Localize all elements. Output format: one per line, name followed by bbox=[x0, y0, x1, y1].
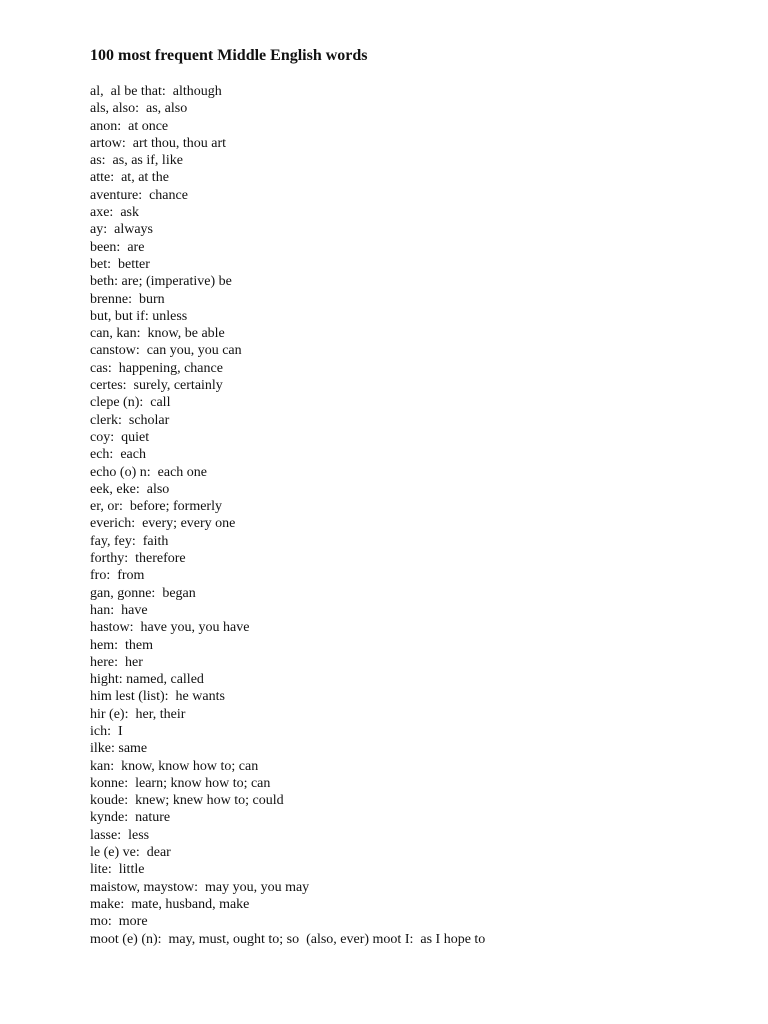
word-entry: beth: are; (imperative) be bbox=[90, 274, 232, 290]
word-entry: kan: know, know how to; can bbox=[90, 758, 259, 774]
word-entry: axe: ask bbox=[90, 205, 139, 221]
word-entry: echo (o) n: each one bbox=[90, 464, 207, 480]
word-entry: eek, eke: also bbox=[90, 481, 170, 497]
word-entry: ech: each bbox=[90, 447, 146, 463]
word-entry: make: mate, husband, make bbox=[90, 896, 250, 912]
word-entry: le (e) ve: dear bbox=[90, 845, 171, 861]
word-entry: als, also: as, also bbox=[90, 101, 188, 117]
word-entry: moot (e) (n): may, must, ought to; so (also, ever) moot I: as I hope to bbox=[90, 931, 486, 947]
word-entry: konne: learn; know how to; can bbox=[90, 775, 271, 791]
word-entry: coy: quiet bbox=[90, 429, 150, 445]
word-entry: been: are bbox=[90, 239, 145, 255]
word-entry: forthy: therefore bbox=[90, 551, 186, 567]
word-entry: clepe (n): call bbox=[90, 395, 171, 411]
word-entry: gan, gonne: began bbox=[90, 585, 196, 601]
word-entry: han: have bbox=[90, 602, 148, 618]
word-entry: atte: at, at the bbox=[90, 170, 169, 186]
word-entry: fro: from bbox=[90, 568, 145, 584]
word-entry: but, but if: unless bbox=[90, 308, 188, 324]
word-entry: him lest (list): he wants bbox=[90, 689, 225, 705]
word-entry: lite: little bbox=[90, 862, 145, 878]
word-entry: lasse: less bbox=[90, 827, 150, 843]
word-entry: ilke: same bbox=[90, 741, 148, 757]
word-entry: fay, fey: faith bbox=[90, 533, 169, 549]
word-entry: here: her bbox=[90, 654, 143, 670]
word-entry: artow: art thou, thou art bbox=[90, 135, 227, 151]
word-entry: hight: named, called bbox=[90, 672, 204, 688]
word-entry: ich: I bbox=[90, 723, 123, 739]
word-entry: hir (e): her, their bbox=[90, 706, 186, 722]
word-entry: as: as, as if, like bbox=[90, 153, 183, 169]
word-entry: ay: always bbox=[90, 222, 153, 238]
word-entry: canstow: can you, you can bbox=[90, 343, 242, 359]
word-entry: everich: every; every one bbox=[90, 516, 236, 532]
word-entry: brenne: burn bbox=[90, 291, 165, 307]
word-entry: anon: at once bbox=[90, 118, 169, 134]
word-entry: can, kan: know, be able bbox=[90, 326, 225, 342]
word-entry: aventure: chance bbox=[90, 187, 188, 203]
page-title: 100 most frequent Middle English words bbox=[90, 47, 368, 64]
word-entry: clerk: scholar bbox=[90, 412, 170, 428]
word-entry: cas: happening, chance bbox=[90, 360, 223, 376]
word-entry: er, or: before; formerly bbox=[90, 499, 222, 515]
word-entry: bet: better bbox=[90, 256, 150, 272]
word-entry: mo: more bbox=[90, 914, 148, 930]
word-list bbox=[90, 83, 730, 948]
word-entry: kynde: nature bbox=[90, 810, 171, 826]
word-entry: al, al be that: although bbox=[90, 84, 222, 99]
document-page bbox=[90, 45, 730, 948]
word-entry: hem: them bbox=[90, 637, 153, 653]
word-entry: maistow, maystow: may you, you may bbox=[90, 879, 310, 895]
word-entry: certes: surely, certainly bbox=[90, 378, 223, 394]
word-entry: hastow: have you, you have bbox=[90, 620, 250, 636]
word-entry: koude: knew; knew how to; could bbox=[90, 793, 284, 809]
